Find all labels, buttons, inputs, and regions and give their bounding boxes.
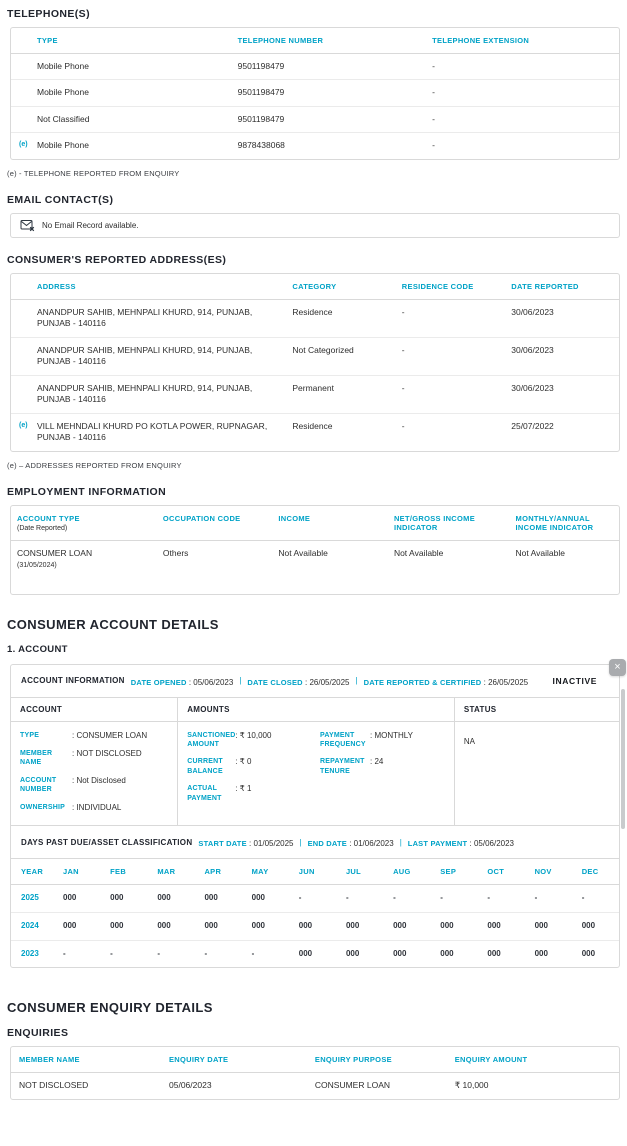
enquiry-row [11, 1073, 619, 1099]
cell-dpd: 000 [525, 912, 572, 940]
cell-net-gross-indicator: Not Available [393, 547, 444, 558]
column-header-extension: TELEPHONE EXTENSION [426, 28, 619, 54]
enquiries-table [10, 1046, 620, 1099]
status-box [455, 698, 619, 826]
date-reported-certified: DATE REPORTED & CERTIFIED : 26/05/2025 [364, 672, 529, 690]
cell-dpd: 000 [53, 885, 100, 913]
column-header-enquiry-amount: ENQUIRY AMOUNT [449, 1047, 619, 1073]
cell-address: VILL MEHNDALI KHURD PO KOTLA POWER, RUPNAGAR, PUNJAB - 140116 [37, 420, 268, 443]
cell-type: Mobile Phone [37, 140, 89, 151]
employment-row [11, 540, 619, 577]
cell-type: Mobile Phone [31, 80, 232, 106]
amounts-right-column [320, 731, 445, 804]
account-card [10, 660, 621, 969]
cell-dpd: - [525, 885, 572, 913]
column-header-enquiry-date: ENQUIRY DATE [163, 1047, 309, 1073]
cell-dpd: 000 [147, 912, 194, 940]
employment-title: EMPLOYMENT INFORMATION [7, 485, 167, 498]
dpd-last-payment: LAST PAYMENT : 05/06/2023 [408, 833, 514, 851]
column-header-month: MAR [147, 859, 194, 885]
telephones-section [7, 8, 620, 178]
amounts-box [178, 698, 455, 826]
field-sanctioned-amount: SANCTIONED AMOUNT : ₹ 10,000 [187, 731, 312, 750]
telephone-row [11, 133, 619, 159]
cell-dpd: 000 [345, 948, 360, 958]
field-type: TYPE : CONSUMER LOAN [20, 731, 168, 741]
cell-date-reported: 25/07/2022 [511, 420, 554, 431]
column-header-year: YEAR [11, 859, 53, 885]
cell-dpd: 000 [336, 912, 383, 940]
cell-enquiry-date: 05/06/2023 [169, 1080, 212, 1091]
cell-dpd: 000 [440, 948, 454, 958]
status-badge: INACTIVE [552, 675, 597, 686]
account-box-title: ACCOUNT [11, 698, 177, 722]
cell-dpd: 000 [298, 948, 313, 958]
dpd-header-row [11, 859, 619, 885]
cell-residence-code: - [396, 299, 505, 337]
cell-dpd: - [157, 948, 160, 958]
address-row [11, 375, 619, 413]
dpd-row [11, 940, 619, 967]
email-empty-state [10, 213, 620, 238]
account-box [11, 698, 178, 826]
cell-dpd: 000 [100, 912, 147, 940]
cell-dpd: 000 [430, 912, 477, 940]
cell-dpd: - [251, 948, 255, 958]
cell-dpd: 000 [147, 885, 194, 913]
cell-dpd: 000 [581, 948, 596, 958]
cell-account-type: CONSUMER LOAN (31/05/2024) [11, 540, 157, 577]
table-header-row [11, 274, 619, 300]
cell-address: ANANDPUR SAHIB, MEHNPALI KHURD, 914, PUNJAB, PUNJAB - 140116 [31, 375, 286, 413]
cell-residence-code: - [396, 337, 505, 375]
status-box-title: STATUS [455, 698, 619, 722]
email-title: EMAIL CONTACT(S) [7, 193, 114, 206]
cell-monthly-annual-indicator: Not Available [515, 547, 565, 558]
cell-dpd: 000 [100, 885, 147, 913]
column-header-date-reported: DATE REPORTED [505, 274, 619, 300]
dpd-bar [11, 826, 619, 859]
column-header-account-type: ACCOUNT TYPE (Date Reported) [11, 506, 157, 541]
cell-address: ANANDPUR SAHIB, MEHNPALI KHURD, 914, PUNJAB, PUNJAB - 140116 [31, 299, 286, 337]
cell-residence-code: - [401, 420, 405, 431]
column-header-month: AUG [383, 859, 430, 885]
cell-dpd: 000 [534, 948, 548, 958]
field-actual-payment: ACTUAL PAYMENT : ₹ 1 [187, 784, 312, 803]
column-header-category: CATEGORY [286, 274, 395, 300]
cell-category: Residence [292, 420, 333, 431]
cell-account-type-date: (31/05/2024) [17, 562, 57, 570]
close-button[interactable] [609, 659, 626, 676]
cell-dpd: 000 [194, 885, 241, 913]
consumer-enquiry-details-title: CONSUMER ENQUIRY DETAILS [7, 1000, 213, 1016]
amounts-box-title: AMOUNTS [178, 698, 454, 722]
enquiry-marker [11, 54, 31, 80]
amounts-left-column [187, 731, 312, 804]
cell-extension: - [426, 106, 619, 132]
cell-dpd: - [204, 948, 208, 958]
cell-number: 9501198479 [232, 54, 427, 80]
column-header-net-gross: NET/GROSS INCOME INDICATOR [388, 506, 510, 541]
account-detail-boxes [11, 698, 619, 827]
cell-occupation-code: Others [162, 547, 189, 558]
email-empty-message: No Email Record available. [42, 220, 139, 230]
dpd-row [11, 885, 619, 913]
account-information-label: ACCOUNT INFORMATION [21, 676, 125, 686]
telephones-footnote: (e) - TELEPHONE REPORTED FROM ENQUIRY [7, 168, 180, 178]
cell-income: Not Available [278, 547, 328, 558]
enquiries-section [7, 1027, 620, 1099]
cell-dpd: - [477, 885, 524, 913]
vertical-scrollbar[interactable] [621, 689, 625, 829]
dpd-start-date: START DATE : 01/05/2025 [198, 833, 293, 851]
enquiry-marker [11, 375, 31, 413]
employment-table [10, 505, 620, 595]
field-current-balance: CURRENT BALANCE : ₹ 0 [187, 757, 312, 776]
email-section [7, 194, 620, 238]
column-header-month: DEC [572, 859, 619, 885]
field-account-number: ACCOUNT NUMBER : Not Disclosed [20, 776, 168, 795]
dpd-row [11, 912, 619, 940]
cell-dpd: 000 [383, 912, 430, 940]
separator: | [299, 837, 302, 847]
column-header-month: JAN [53, 859, 100, 885]
cell-dpd: 000 [289, 912, 336, 940]
column-header-month: FEB [100, 859, 147, 885]
telephones-table [10, 27, 620, 160]
date-closed: DATE CLOSED : 26/05/2025 [247, 672, 349, 690]
cell-category: Permanent [286, 375, 395, 413]
dpd-end-date: END DATE : 01/06/2023 [308, 833, 394, 851]
column-header-month: JUL [336, 859, 383, 885]
column-header-month: MAY [242, 859, 289, 885]
column-header-address: ADDRESS [31, 274, 286, 300]
cell-dpd: - [110, 948, 113, 958]
column-subheader: (Date Reported) [17, 524, 68, 532]
column-header-month: SEP [430, 859, 477, 885]
addresses-footnote: (e) – ADDRESSES REPORTED FROM ENQUIRY [7, 460, 182, 470]
table-header-row [11, 506, 619, 541]
cell-number: 9878438068 [237, 140, 285, 151]
cell-dpd: 000 [194, 912, 241, 940]
table-header-row [11, 28, 619, 54]
cell-dpd: 000 [487, 948, 501, 958]
column-header-month: OCT [477, 859, 524, 885]
no-email-icon [20, 219, 35, 232]
column-header-enquiry-purpose: ENQUIRY PURPOSE [309, 1047, 449, 1073]
column-header-income: INCOME [272, 506, 388, 541]
cell-dpd: 000 [242, 912, 289, 940]
column-header-month: NOV [525, 859, 572, 885]
enquiry-marker [11, 337, 31, 375]
close-icon: × [614, 660, 621, 673]
dpd-grid [11, 859, 619, 967]
addresses-table [10, 273, 620, 452]
enquiry-marker [11, 299, 31, 337]
telephone-row [11, 106, 619, 132]
cell-date-reported: 30/06/2023 [505, 337, 619, 375]
column-header-occupation-code: OCCUPATION CODE [157, 506, 273, 541]
address-row [11, 299, 619, 337]
cell-dpd: 000 [572, 912, 619, 940]
separator: | [399, 837, 402, 847]
cell-dpd: - [289, 885, 336, 913]
addresses-title: CONSUMER'S REPORTED ADDRESS(ES) [7, 253, 227, 266]
column-header-monthly-annual: MONTHLY/ANNUAL INCOME INDICATOR [510, 506, 619, 541]
cell-year: 2024 [11, 912, 53, 940]
separator: | [239, 676, 242, 686]
cell-member-name: NOT DISCLOSED [19, 1080, 89, 1091]
telephone-row [11, 54, 619, 80]
cell-extension: - [432, 140, 436, 151]
date-opened: DATE OPENED : 05/06/2023 [131, 672, 234, 690]
employment-section [7, 486, 620, 595]
separator: | [355, 676, 358, 686]
column-header-month: APR [194, 859, 241, 885]
enquiry-marker [11, 106, 31, 132]
cell-residence-code: - [396, 375, 505, 413]
cell-dpd: 000 [53, 912, 100, 940]
column-header-residence-code: RESIDENCE CODE [396, 274, 505, 300]
cell-date-reported: 30/06/2023 [505, 299, 619, 337]
column-header-number: TELEPHONE NUMBER [232, 28, 427, 54]
cell-extension: - [426, 80, 619, 106]
enquiry-marker: (e) [19, 421, 28, 429]
table-header-row [11, 1047, 619, 1073]
cell-enquiry-purpose: CONSUMER LOAN [314, 1080, 390, 1091]
address-row [11, 337, 619, 375]
cell-number: 9501198479 [232, 80, 427, 106]
cell-dpd: - [572, 885, 619, 913]
cell-year: 2023 [21, 948, 39, 958]
cell-enquiry-amount: ₹ 10,000 [454, 1080, 489, 1091]
field-ownership: OWNERSHIP : INDIVIDUAL [20, 803, 168, 813]
cell-dpd: 000 [393, 948, 407, 958]
telephones-title: TELEPHONE(S) [7, 8, 90, 20]
dpd-title: DAYS PAST DUE/ASSET CLASSIFICATION [21, 837, 193, 847]
address-row [11, 413, 619, 450]
field-repayment-tenure: REPAYMENT TENURE : 24 [320, 757, 445, 776]
cell-dpd: 000 [477, 912, 524, 940]
cell-address: ANANDPUR SAHIB, MEHNPALI KHURD, 914, PUNJAB, PUNJAB - 140116 [31, 337, 286, 375]
cell-dpd: - [430, 885, 477, 913]
telephone-row [11, 80, 619, 106]
marker-column [11, 28, 31, 54]
enquiry-marker: (e) [19, 141, 28, 149]
cell-type: Not Classified [31, 106, 232, 132]
field-payment-frequency: PAYMENT FREQUENCY : MONTHLY [320, 731, 445, 750]
consumer-account-details-title: CONSUMER ACCOUNT DETAILS [7, 616, 219, 632]
cell-dpd: - [383, 885, 430, 913]
marker-column [11, 274, 31, 300]
cell-type: Mobile Phone [31, 54, 232, 80]
enquiry-marker [11, 80, 31, 106]
cell-dpd: - [336, 885, 383, 913]
addresses-section [7, 254, 620, 470]
account-info-bar [11, 665, 619, 698]
cell-category: Not Categorized [286, 337, 395, 375]
cell-year: 2025 [11, 885, 53, 913]
status-value: NA [463, 736, 475, 746]
cell-number: 9501198479 [232, 106, 427, 132]
enquiries-title: ENQUIRIES [7, 1027, 69, 1040]
cell-dpd: - [63, 948, 66, 958]
cell-date-reported: 30/06/2023 [505, 375, 619, 413]
cell-extension: - [426, 54, 619, 80]
cell-dpd: 000 [242, 885, 289, 913]
column-header-member-name: MEMBER NAME [11, 1047, 163, 1073]
column-header-type: TYPE [31, 28, 232, 54]
field-member-name: MEMBER NAME : NOT DISCLOSED [20, 749, 168, 768]
column-header-month: JUN [289, 859, 336, 885]
cell-category: Residence [286, 299, 395, 337]
account-heading: 1. ACCOUNT [7, 643, 68, 655]
